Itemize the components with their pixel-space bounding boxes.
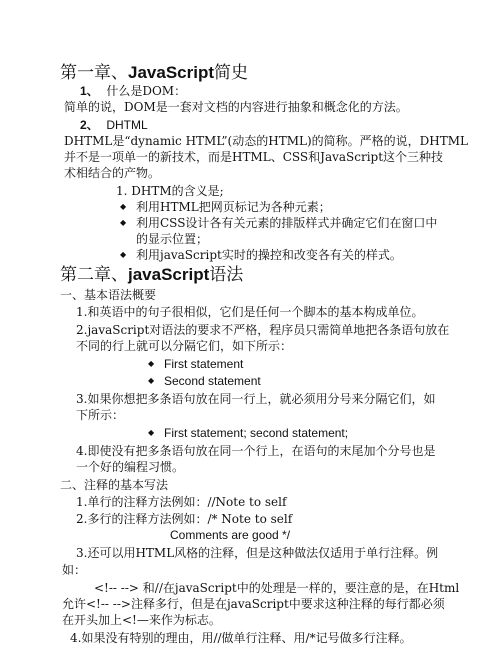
code-bullet: ◆ Second statement <box>164 373 261 389</box>
chapter-1-title-prefix: 第一章、 <box>60 63 128 83</box>
chapter-1-title-suffix: 简史 <box>214 63 248 83</box>
comment-html-style-line-4: 允许<!-- -->注释多行，但是在javaScript中要求这种注释的每行都必须 <box>62 597 445 611</box>
syntax-paragraph-2-line-1: 2.javaScript对语法的要求不严格，程序员只需简单地把各条语句放在 <box>76 323 450 337</box>
item-1-body: 简单的说，DOM是一套对文档的内容进行抽象和概念化的方法。 <box>64 100 408 114</box>
bullet-item: ◆ 利用HTML把网页标记为各种元素； <box>136 199 331 215</box>
item-1-heading <box>80 83 186 99</box>
code-bullet: ◆ First statement; second statement; <box>164 425 348 441</box>
dhtml-meaning-heading: 1. DHTM的含义是; <box>116 184 224 198</box>
item-1-title: 什么是DOM： <box>106 84 187 98</box>
item-2-body-line-1: DHTML是“dynamic HTML”(动态的HTML)的简称。严格的说，DHTML <box>64 134 468 148</box>
item-2-body-line-3: 术相结合的产物。 <box>64 166 161 180</box>
chapter-1-title-bold: JavaScript <box>128 63 214 82</box>
item-1-number: 1、 <box>80 84 99 98</box>
syntax-paragraph-4-line-1: 4.即使没有把多条语句放在同一个行上，在语句的末尾加个分号也是 <box>76 444 436 458</box>
item-2-number: 2、 <box>80 118 99 132</box>
chapter-2-title-bold: javaScript <box>128 265 210 284</box>
syntax-paragraph-3-line-1: 3.如果你想把多条语句放在同一行上，就必须用分号来分隔它们，如 <box>76 392 436 406</box>
chapter-2-title-suffix: 语法 <box>209 265 244 285</box>
chapter-2-title-prefix: 第二章、 <box>60 265 128 285</box>
comment-html-style-line-2: 如： <box>62 563 87 577</box>
chapter-2-title <box>60 264 243 286</box>
comment-single-line: 1.单行的注释方法例如：//Note to self <box>76 495 287 509</box>
comment-multi-line: 2.多行的注释方法例如：/* Note to self <box>76 512 293 526</box>
item-2-heading <box>80 117 148 133</box>
section-1-heading: 一、基本语法概要 <box>60 288 157 302</box>
syntax-paragraph-3-line-2: 下所示： <box>76 408 125 422</box>
syntax-paragraph-2-line-2: 不同的行上就可以分隔它们，如下所示： <box>76 339 293 353</box>
syntax-paragraph-4-line-2: 一个好的编程习惯。 <box>76 460 185 474</box>
code-bullet: ◆ First statement <box>164 356 243 372</box>
bullet-item: ◆ 利用javaScript实时的操控和改变各有关的样式。 <box>136 247 402 263</box>
comment-html-style-line-1: 3.还可以用HTML风格的注释，但是这种做法仅适用于单行注释。例 <box>76 546 439 560</box>
bullet-item-continuation: 的显示位置； <box>136 232 209 246</box>
comment-recommendation: 4.如果没有特别的理由，用//做单行注释、用/*记号做多行注释。 <box>70 631 412 645</box>
syntax-paragraph-1: 1.和英语中的句子很相似，它们是任何一个脚本的基本构成单位。 <box>76 305 424 319</box>
section-2-heading: 二、注释的基本写法 <box>60 478 169 492</box>
bullet-item: ◆ 利用CSS设计各有关元素的排版样式并确定它们在窗口中 <box>136 215 437 231</box>
chapter-1-title <box>60 62 248 84</box>
item-2-title: DHTML <box>106 118 148 132</box>
comment-html-style-line-5: 在开头加上<!—来作为标志。 <box>62 613 221 627</box>
comment-multi-line-continuation: Comments are good */ <box>170 528 291 542</box>
item-2-body-line-2: 并不是一项单一的新技术，而是HTML、CSS和JavaScript这个三种技 <box>64 150 444 164</box>
comment-html-style-line-3: <!-- --> 和//在javaScript中的处理是一样的，要注意的是，在Html <box>94 581 460 595</box>
